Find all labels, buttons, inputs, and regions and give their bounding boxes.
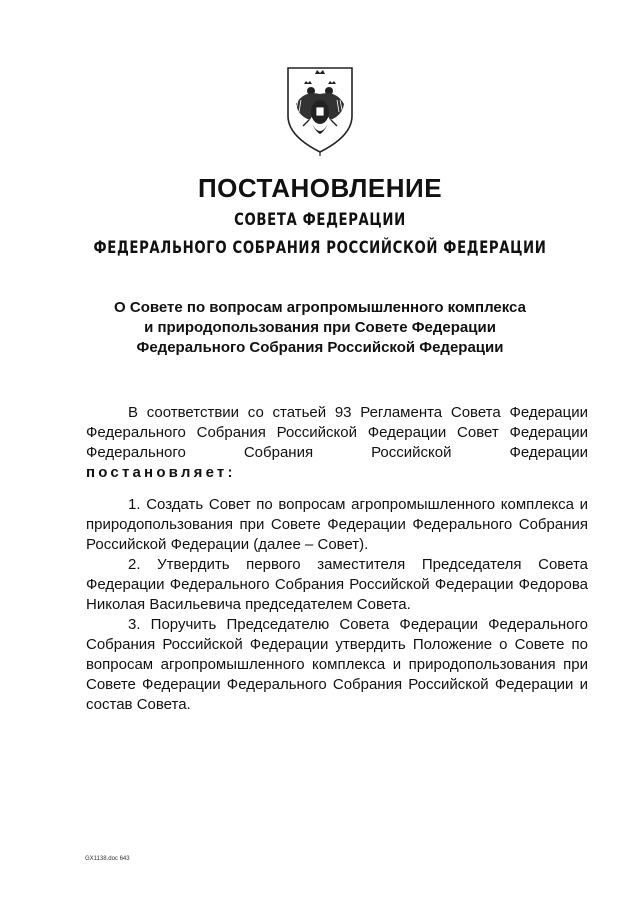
decree-word: постановляет: xyxy=(86,464,236,481)
document-title: ПОСТАНОВЛЕНИЕ xyxy=(197,173,443,203)
heading-line-3: Федерального Собрания Российской Федерации xyxy=(136,339,504,356)
heading-line-1: О Совете по вопросам агропромышленного комплекса xyxy=(114,299,526,316)
document-body xyxy=(86,403,588,715)
item-1: 1. Создать Совет по вопросам агропромышленного комплекса и природопользования при Совете Федерации Федерального Собрания Российской Федерации (далее – Совет). xyxy=(86,496,588,553)
issuer-line-1: СОВЕТА ФЕДЕРАЦИИ xyxy=(234,210,406,230)
russian-coat-of-arms-icon xyxy=(282,64,358,156)
preamble-paragraph: В соответствии со статьей 93 Регламента Совета Федерации Федерального Собрания Российской Федерации Совет Федерации Федерального Собрания Российской Федерации xyxy=(86,404,588,461)
item-3: 3. Поручить Председателю Совета Федерации Федерального Собрания Российской Федерации утвердить Положение о Совете по вопросам агропромышленного комплекса и природопользования при Совете Федерации Федерального Собрания Российской Федерации и состав Совета. xyxy=(86,616,588,713)
heading-line-2: и природопользования при Совете Федерации xyxy=(144,319,496,336)
decree-word-paragraph xyxy=(86,463,588,483)
issuer-line-2: ФЕДЕРАЛЬНОГО СОБРАНИЯ РОССИЙСКОЙ ФЕДЕРАЦИИ xyxy=(93,238,547,258)
item-2: 2. Утвердить первого заместителя Председателя Совета Федерации Федерального Собрания Российской Федерации Федорова Николая Васильевича председателем Совета. xyxy=(86,556,588,613)
resolution-heading xyxy=(70,298,570,358)
document-code: GX1138.doc 643 xyxy=(85,856,130,862)
